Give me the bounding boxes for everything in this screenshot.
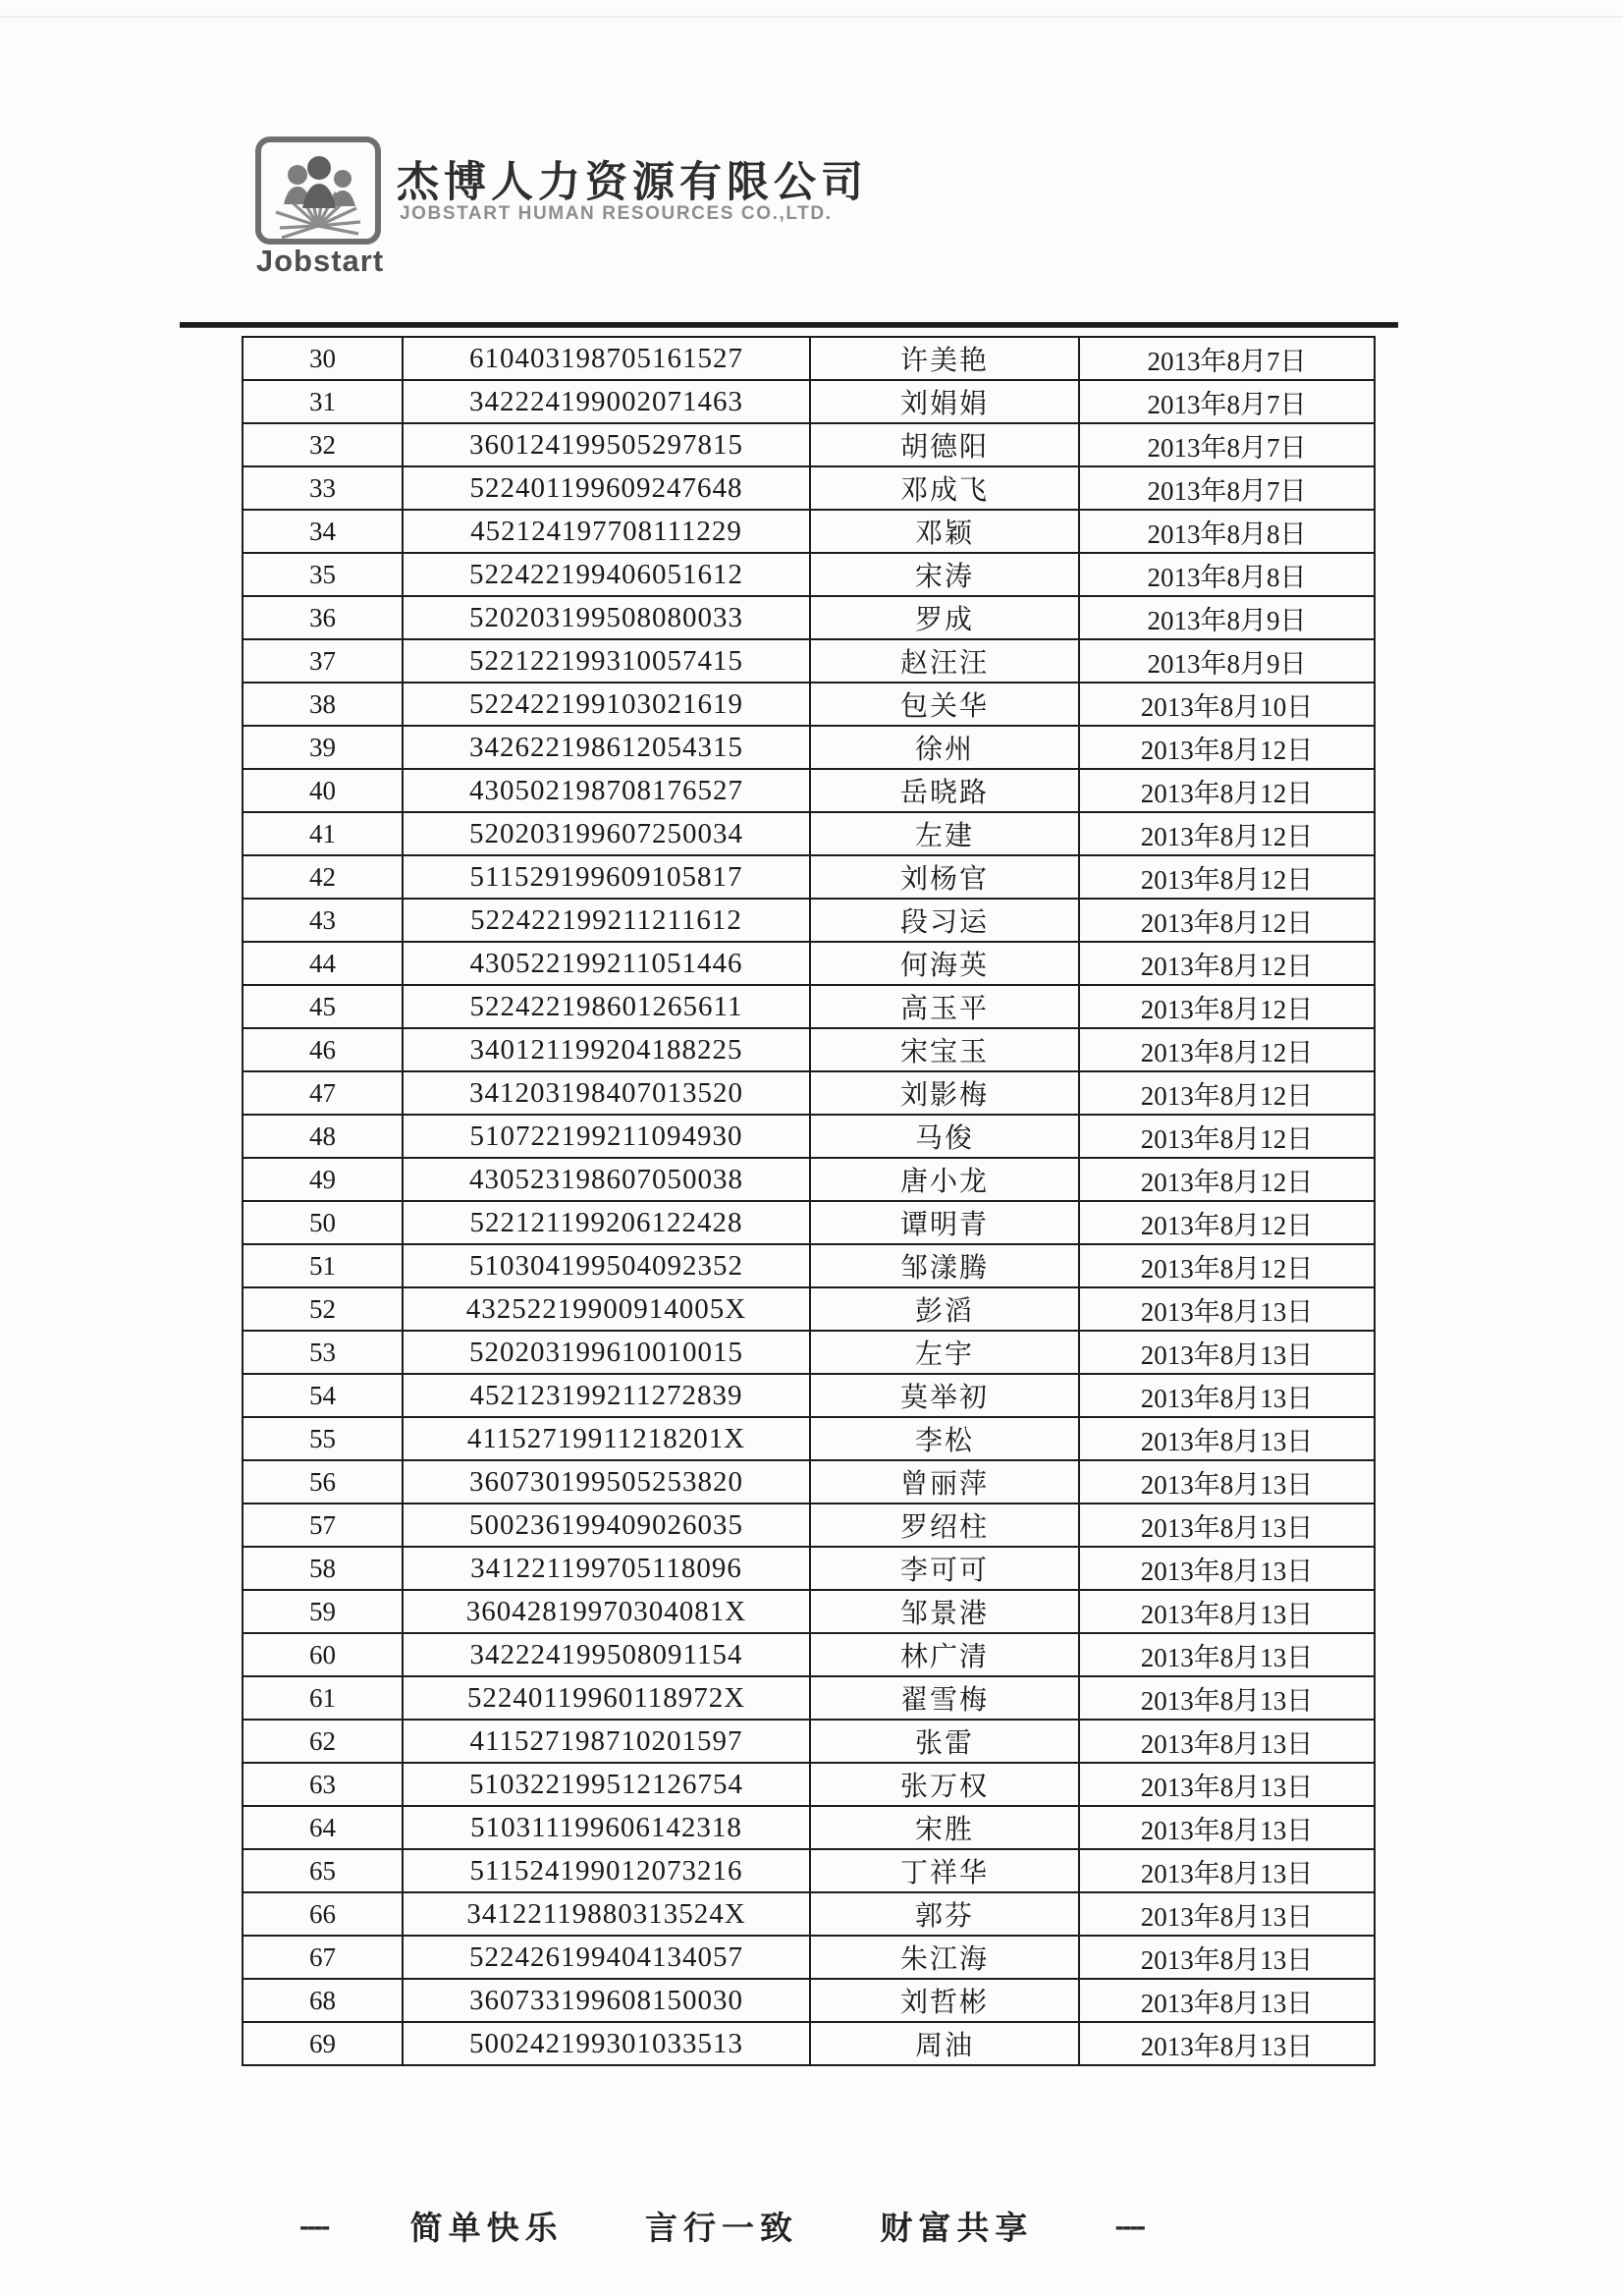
table-row [243,1028,1375,1071]
name-cell: 林广清 [810,1633,1079,1676]
table-row [243,337,1375,380]
date-cell: 2013年8月13日 [1079,1979,1375,2022]
date-cell: 2013年8月12日 [1079,769,1375,812]
table-row [243,1287,1375,1331]
table-row [243,1806,1375,1849]
table-row [243,769,1375,812]
name-cell: 刘哲彬 [810,1979,1079,2022]
id-number-cell: 511524199012073216 [403,1849,810,1892]
table-row [243,639,1375,683]
id-number-cell: 510311199606142318 [403,1806,810,1849]
row-number-cell: 58 [243,1547,403,1590]
name-cell: 刘影梅 [810,1071,1079,1115]
row-number-cell: 69 [243,2022,403,2065]
row-number-cell: 59 [243,1590,403,1633]
row-number-cell: 47 [243,1071,403,1115]
table-row [243,1676,1375,1720]
name-cell: 丁祥华 [810,1849,1079,1892]
table-row [243,1503,1375,1547]
table-row [243,1158,1375,1201]
date-cell: 2013年8月7日 [1079,337,1375,380]
name-cell: 李松 [810,1417,1079,1460]
id-number-cell: 520203199508080033 [403,596,810,639]
name-cell: 唐小龙 [810,1158,1079,1201]
date-cell: 2013年8月12日 [1079,942,1375,985]
date-cell: 2013年8月7日 [1079,380,1375,423]
row-number-cell: 34 [243,510,403,553]
name-cell: 宋胜 [810,1806,1079,1849]
table-row [243,1849,1375,1892]
row-number-cell: 55 [243,1417,403,1460]
row-number-cell: 35 [243,553,403,596]
date-cell: 2013年8月13日 [1079,1936,1375,1979]
name-cell: 包关华 [810,683,1079,726]
id-number-cell: 522422199211211612 [403,899,810,942]
date-cell: 2013年8月13日 [1079,1590,1375,1633]
id-number-cell: 360733199608150030 [403,1979,810,2022]
name-cell: 翟雪梅 [810,1676,1079,1720]
row-number-cell: 33 [243,466,403,510]
date-cell: 2013年8月13日 [1079,1806,1375,1849]
id-number-cell: 452123199211272839 [403,1374,810,1417]
name-cell: 莫举初 [810,1374,1079,1417]
table-row [243,423,1375,466]
name-cell: 左建 [810,812,1079,855]
table-row [243,1115,1375,1158]
table-row [243,1633,1375,1676]
name-cell: 彭滔 [810,1287,1079,1331]
table-row [243,812,1375,855]
date-cell: 2013年8月7日 [1079,423,1375,466]
scan-artifact-line [0,16,1623,18]
id-number-cell: 511529199609105817 [403,855,810,899]
table-row [243,510,1375,553]
id-number-cell: 342224199002071463 [403,380,810,423]
row-number-cell: 42 [243,855,403,899]
id-number-cell: 341221199705118096 [403,1547,810,1590]
id-number-cell: 520203199610010015 [403,1331,810,1374]
id-number-cell: 522422199406051612 [403,553,810,596]
row-number-cell: 43 [243,899,403,942]
id-number-cell: 342224199508091154 [403,1633,810,1676]
row-number-cell: 41 [243,812,403,855]
row-number-cell: 37 [243,639,403,683]
id-number-cell: 360730199505253820 [403,1460,810,1503]
date-cell: 2013年8月9日 [1079,639,1375,683]
row-number-cell: 63 [243,1763,403,1806]
table-row [243,1590,1375,1633]
table-row [243,1936,1375,1979]
id-number-cell: 510722199211094930 [403,1115,810,1158]
row-number-cell: 48 [243,1115,403,1158]
name-cell: 高玉平 [810,985,1079,1028]
name-cell: 刘娟娟 [810,380,1079,423]
name-cell: 赵汪汪 [810,639,1079,683]
table-row [243,1417,1375,1460]
table-row [243,553,1375,596]
company-name-en: JOBSTART HUMAN RESOURCES CO.,LTD. [400,203,833,224]
date-cell: 2013年8月12日 [1079,1244,1375,1287]
table-row [243,596,1375,639]
id-number-cell: 522426199404134057 [403,1936,810,1979]
id-number-cell: 340121199204188225 [403,1028,810,1071]
company-name-zh: 杰博人力资源有限公司 [397,160,868,206]
date-cell: 2013年8月7日 [1079,466,1375,510]
table-row [243,1763,1375,1806]
table-row [243,1331,1375,1374]
footer-slogan-3: 财富共享 [880,2212,1034,2247]
id-number-cell: 52240119960118972X [403,1676,810,1720]
name-cell: 罗绍柱 [810,1503,1079,1547]
name-cell: 马俊 [810,1115,1079,1158]
name-cell: 周油 [810,2022,1079,2065]
row-number-cell: 49 [243,1158,403,1201]
id-number-cell: 341203198407013520 [403,1071,810,1115]
id-number-cell: 500242199301033513 [403,2022,810,2065]
id-number-cell: 522422198601265611 [403,985,810,1028]
date-cell: 2013年8月13日 [1079,1547,1375,1590]
row-number-cell: 56 [243,1460,403,1503]
table-row [243,1201,1375,1244]
id-number-cell: 610403198705161527 [403,337,810,380]
date-cell: 2013年8月13日 [1079,1849,1375,1892]
row-number-cell: 51 [243,1244,403,1287]
date-cell: 2013年8月13日 [1079,1331,1375,1374]
name-cell: 张雷 [810,1720,1079,1763]
id-number-cell: 522401199609247648 [403,466,810,510]
jobstart-logo [251,136,389,279]
id-number-cell: 34122119880313524X [403,1892,810,1936]
name-cell: 张万权 [810,1763,1079,1806]
id-number-cell: 520203199607250034 [403,812,810,855]
row-number-cell: 53 [243,1331,403,1374]
name-cell: 邓颖 [810,510,1079,553]
footer-dash-left: ---- [299,2210,329,2241]
row-number-cell: 52 [243,1287,403,1331]
name-cell: 宋宝玉 [810,1028,1079,1071]
date-cell: 2013年8月13日 [1079,1503,1375,1547]
name-cell: 胡德阳 [810,423,1079,466]
footer-slogans [299,2203,1144,2249]
row-number-cell: 50 [243,1201,403,1244]
row-number-cell: 45 [243,985,403,1028]
name-cell: 许美艳 [810,337,1079,380]
footer-slogan-2: 言行一致 [644,2212,798,2247]
id-number-cell: 43252219900914005X [403,1287,810,1331]
row-number-cell: 65 [243,1849,403,1892]
name-cell: 段习运 [810,899,1079,942]
row-number-cell: 67 [243,1936,403,1979]
id-number-cell: 522122199310057415 [403,639,810,683]
row-number-cell: 31 [243,380,403,423]
table-row [243,1547,1375,1590]
table-row [243,1892,1375,1936]
date-cell: 2013年8月13日 [1079,1676,1375,1720]
id-number-cell: 522422199103021619 [403,683,810,726]
row-number-cell: 68 [243,1979,403,2022]
name-cell: 邹漾腾 [810,1244,1079,1287]
table-row [243,899,1375,942]
date-cell: 2013年8月12日 [1079,1158,1375,1201]
name-cell: 罗成 [810,596,1079,639]
table-row [243,855,1375,899]
name-cell: 何海英 [810,942,1079,985]
id-number-cell: 510304199504092352 [403,1244,810,1287]
name-cell: 邹景港 [810,1590,1079,1633]
id-number-cell: 36042819970304081X [403,1590,810,1633]
row-number-cell: 39 [243,726,403,769]
name-cell: 李可可 [810,1547,1079,1590]
table-row [243,726,1375,769]
date-cell: 2013年8月13日 [1079,1460,1375,1503]
row-number-cell: 36 [243,596,403,639]
date-cell: 2013年8月13日 [1079,1417,1375,1460]
name-cell: 刘杨官 [810,855,1079,899]
date-cell: 2013年8月8日 [1079,510,1375,553]
footer-slogan-1: 简单快乐 [409,2212,564,2247]
id-number-cell: 510322199512126754 [403,1763,810,1806]
table-row [243,1979,1375,2022]
id-number-cell: 452124197708111229 [403,510,810,553]
date-cell: 2013年8月12日 [1079,855,1375,899]
date-cell: 2013年8月12日 [1079,812,1375,855]
date-cell: 2013年8月9日 [1079,596,1375,639]
id-number-cell: 430522199211051446 [403,942,810,985]
name-cell: 岳晓路 [810,769,1079,812]
date-cell: 2013年8月13日 [1079,2022,1375,2065]
row-number-cell: 62 [243,1720,403,1763]
row-number-cell: 60 [243,1633,403,1676]
date-cell: 2013年8月12日 [1079,985,1375,1028]
name-cell: 谭明青 [810,1201,1079,1244]
row-number-cell: 32 [243,423,403,466]
date-cell: 2013年8月13日 [1079,1374,1375,1417]
row-number-cell: 54 [243,1374,403,1417]
id-number-cell: 500236199409026035 [403,1503,810,1547]
row-number-cell: 44 [243,942,403,985]
table-row [243,380,1375,423]
table-row [243,942,1375,985]
date-cell: 2013年8月10日 [1079,683,1375,726]
table-row [243,1244,1375,1287]
date-cell: 2013年8月12日 [1079,899,1375,942]
name-cell: 邓成飞 [810,466,1079,510]
name-cell: 徐州 [810,726,1079,769]
row-number-cell: 64 [243,1806,403,1849]
table-row [243,1460,1375,1503]
date-cell: 2013年8月13日 [1079,1633,1375,1676]
name-cell: 宋涛 [810,553,1079,596]
date-cell: 2013年8月13日 [1079,1763,1375,1806]
employee-roster-table [242,336,1376,2066]
footer-dash-right: ---- [1114,2210,1144,2241]
id-number-cell: 430523198607050038 [403,1158,810,1201]
name-cell: 朱江海 [810,1936,1079,1979]
table-row [243,683,1375,726]
row-number-cell: 57 [243,1503,403,1547]
date-cell: 2013年8月13日 [1079,1287,1375,1331]
header-divider-rule [180,322,1398,328]
name-cell: 左宇 [810,1331,1079,1374]
date-cell: 2013年8月12日 [1079,1201,1375,1244]
name-cell: 曾丽萍 [810,1460,1079,1503]
row-number-cell: 61 [243,1676,403,1720]
table-row [243,466,1375,510]
table-row [243,1720,1375,1763]
table-row [243,1071,1375,1115]
id-number-cell: 41152719911218201X [403,1417,810,1460]
row-number-cell: 30 [243,337,403,380]
name-cell: 郭芬 [810,1892,1079,1936]
row-number-cell: 66 [243,1892,403,1936]
roster-table-body [243,337,1375,2065]
date-cell: 2013年8月12日 [1079,726,1375,769]
date-cell: 2013年8月12日 [1079,1115,1375,1158]
table-row [243,985,1375,1028]
date-cell: 2013年8月8日 [1079,553,1375,596]
table-row [243,2022,1375,2065]
logo-wordmark: Jobstart [255,244,385,278]
date-cell: 2013年8月13日 [1079,1892,1375,1936]
table-row [243,1374,1375,1417]
id-number-cell: 342622198612054315 [403,726,810,769]
date-cell: 2013年8月12日 [1079,1028,1375,1071]
id-number-cell: 411527198710201597 [403,1720,810,1763]
row-number-cell: 38 [243,683,403,726]
id-number-cell: 430502198708176527 [403,769,810,812]
row-number-cell: 46 [243,1028,403,1071]
logo-people-sunburst-icon [254,136,386,246]
id-number-cell: 522121199206122428 [403,1201,810,1244]
row-number-cell: 40 [243,769,403,812]
date-cell: 2013年8月13日 [1079,1720,1375,1763]
id-number-cell: 360124199505297815 [403,423,810,466]
date-cell: 2013年8月12日 [1079,1071,1375,1115]
